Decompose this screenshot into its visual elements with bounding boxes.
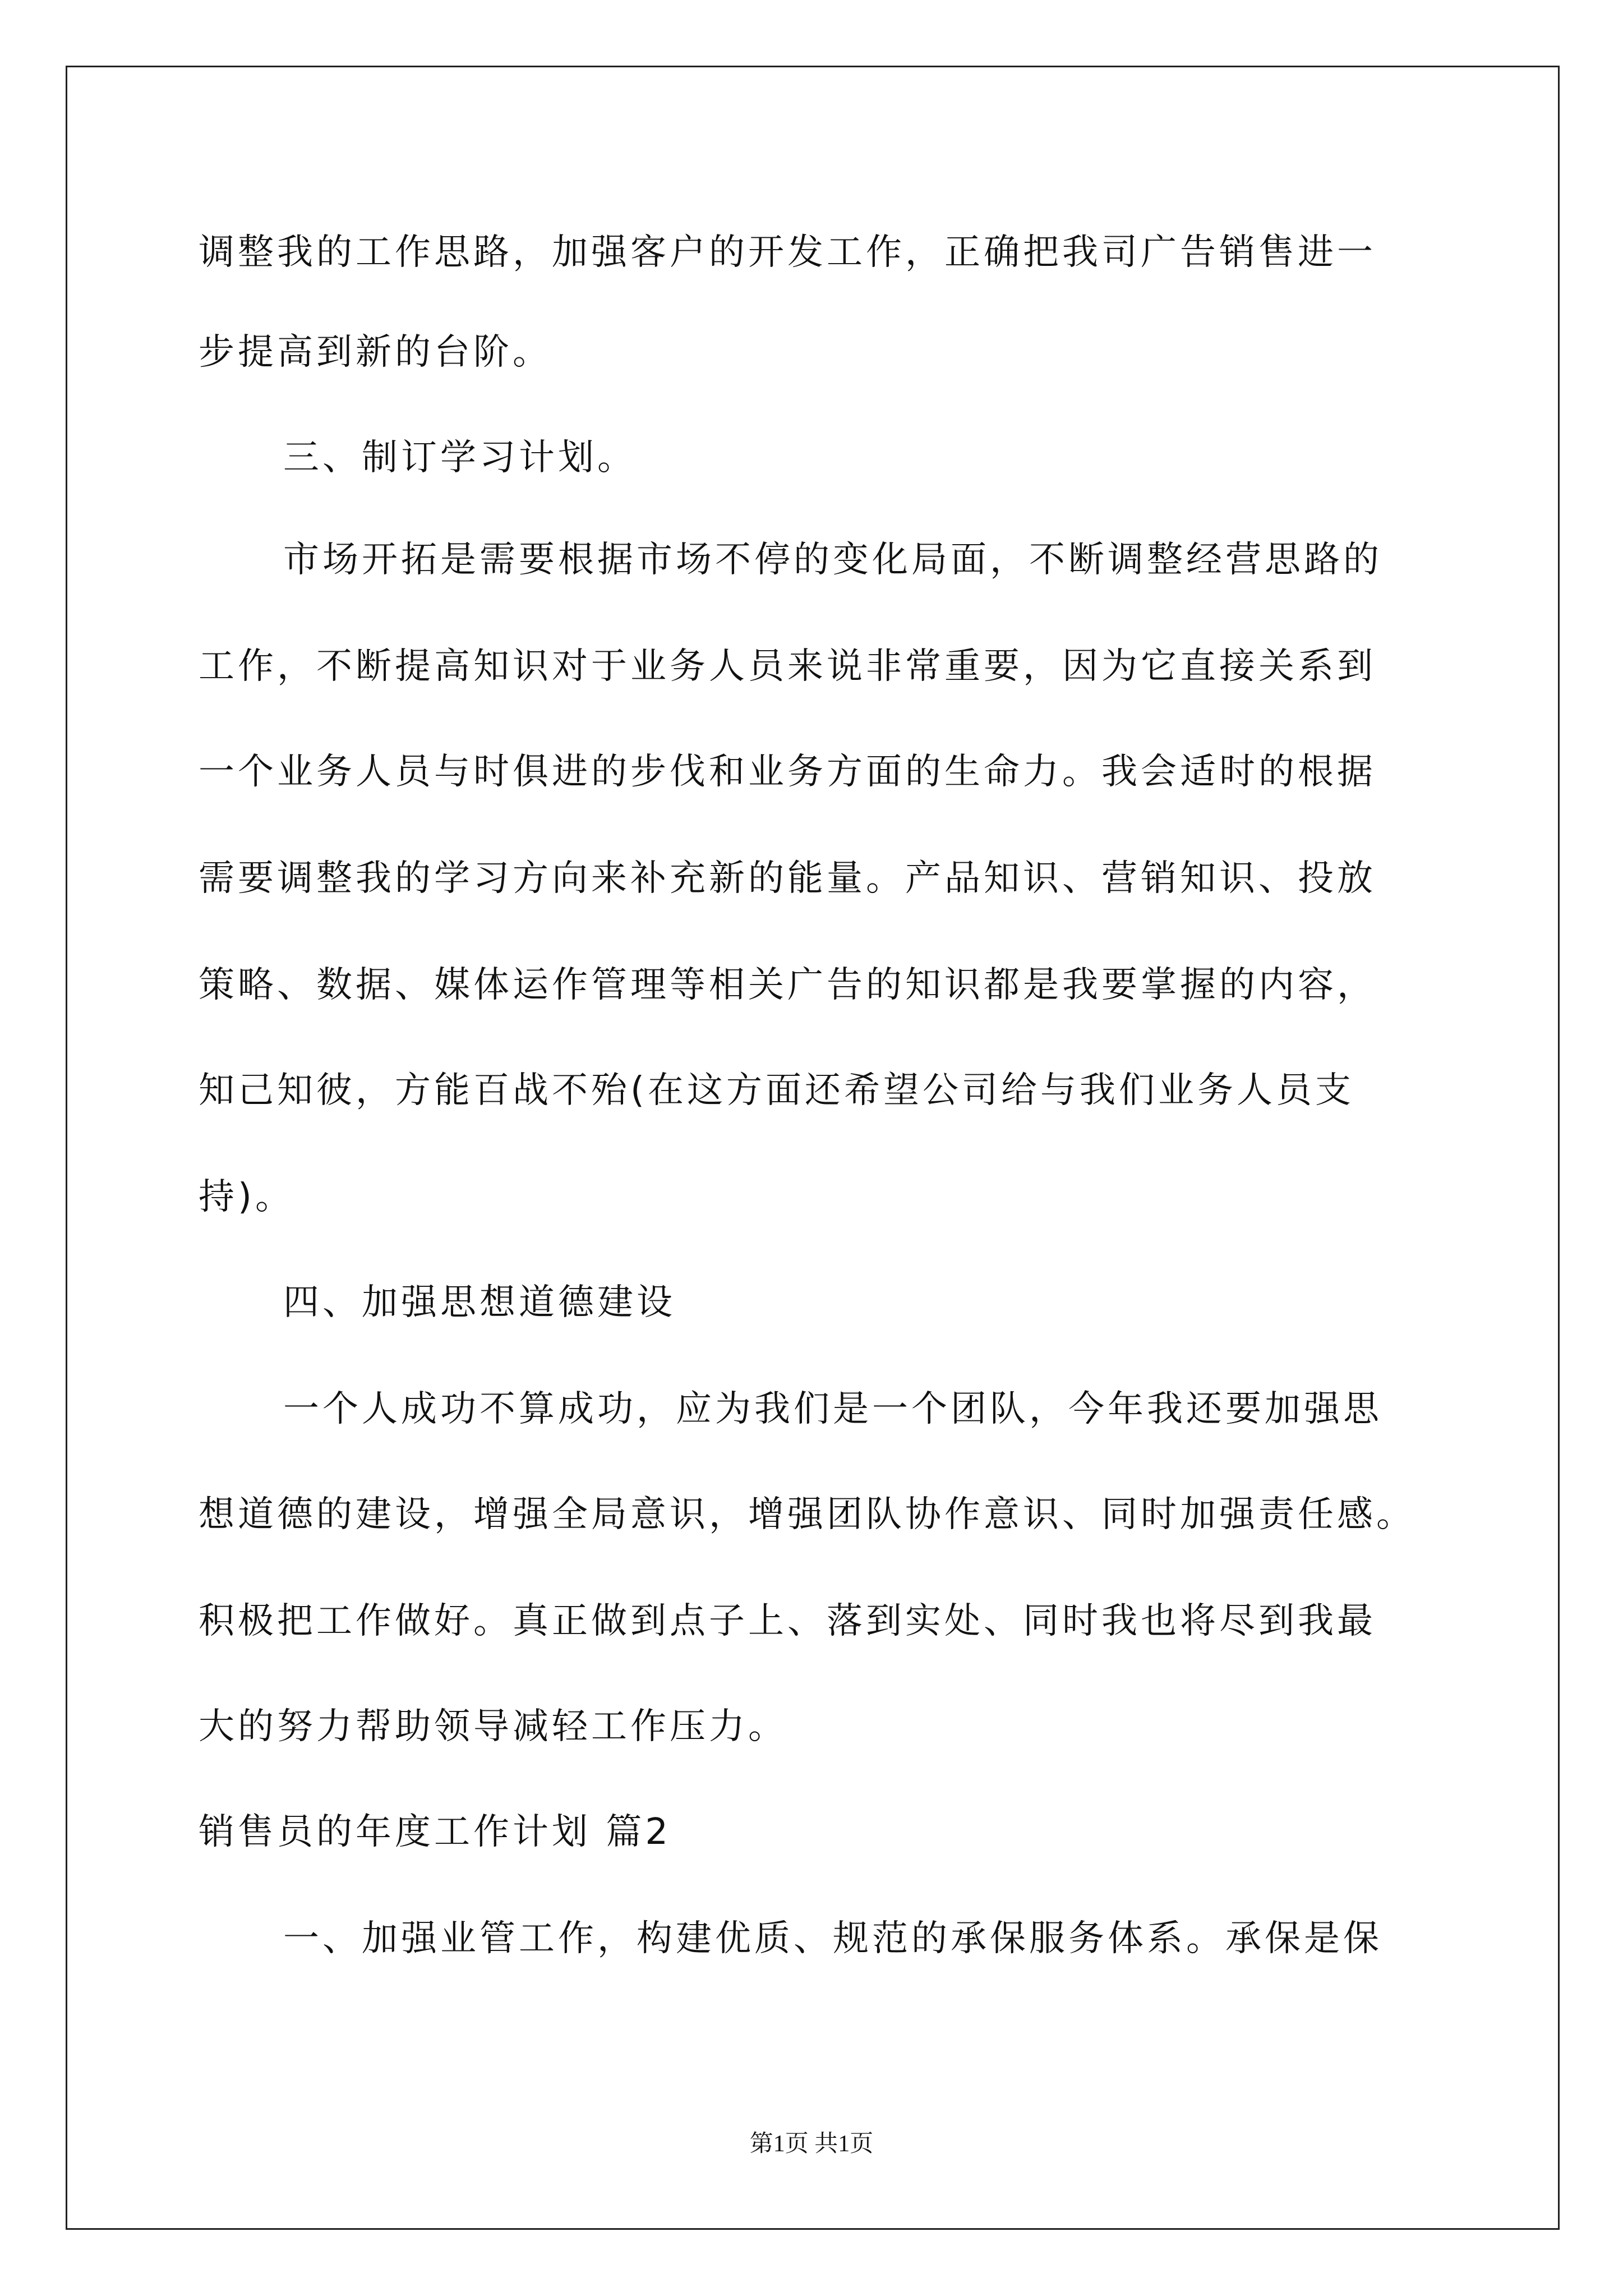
document-heading: 销售员的年度工作计划 篇2: [199, 1811, 672, 1853]
body-line: 一个业务人员与时俱进的步伐和业务方面的生命力。我会适时的根据: [199, 751, 1376, 793]
body-line: 调整我的工作思路，加强客户的开发工作，正确把我司广告销售进一: [199, 232, 1376, 273]
body-line: 想道德的建设，增强全局意识，增强团队协作意识、同时加强责任感。: [199, 1494, 1415, 1535]
body-line: 市场开拓是需要根据市场不停的变化局面，不断调整经营思路的: [283, 539, 1382, 581]
body-line: 策略、数据、媒体运作管理等相关广告的知识都是我要掌握的内容，: [199, 964, 1376, 1006]
body-line: 步提高到新的台阶。: [199, 332, 552, 373]
page-border: [66, 66, 1560, 2230]
body-line: 积极把工作做好。真正做到点子上、落到实处、同时我也将尽到我最: [199, 1600, 1376, 1642]
body-line: 需要调整我的学习方向来补充新的能量。产品知识、营销知识、投放: [199, 858, 1376, 899]
body-line: 知己知彼，方能百战不殆(在这方面还希望公司给与我们业务人员支: [199, 1070, 1354, 1111]
section-heading: 三、制订学习计划。: [283, 437, 637, 478]
body-line: 一、加强业管工作，构建优质、规范的承保服务体系。承保是保: [283, 1918, 1382, 1959]
section-heading: 四、加强思想道德建设: [283, 1282, 676, 1323]
body-line: 工作，不断提高知识对于业务人员来说非常重要，因为它直接关系到: [199, 646, 1376, 687]
body-line: 大的努力帮助领导减轻工作压力。: [199, 1706, 787, 1747]
body-line: 持)。: [199, 1176, 294, 1218]
page-number-footer: 第1页 共1页: [749, 2131, 874, 2157]
body-line: 一个人成功不算成功，应为我们是一个团队，今年我还要加强思: [283, 1388, 1382, 1430]
